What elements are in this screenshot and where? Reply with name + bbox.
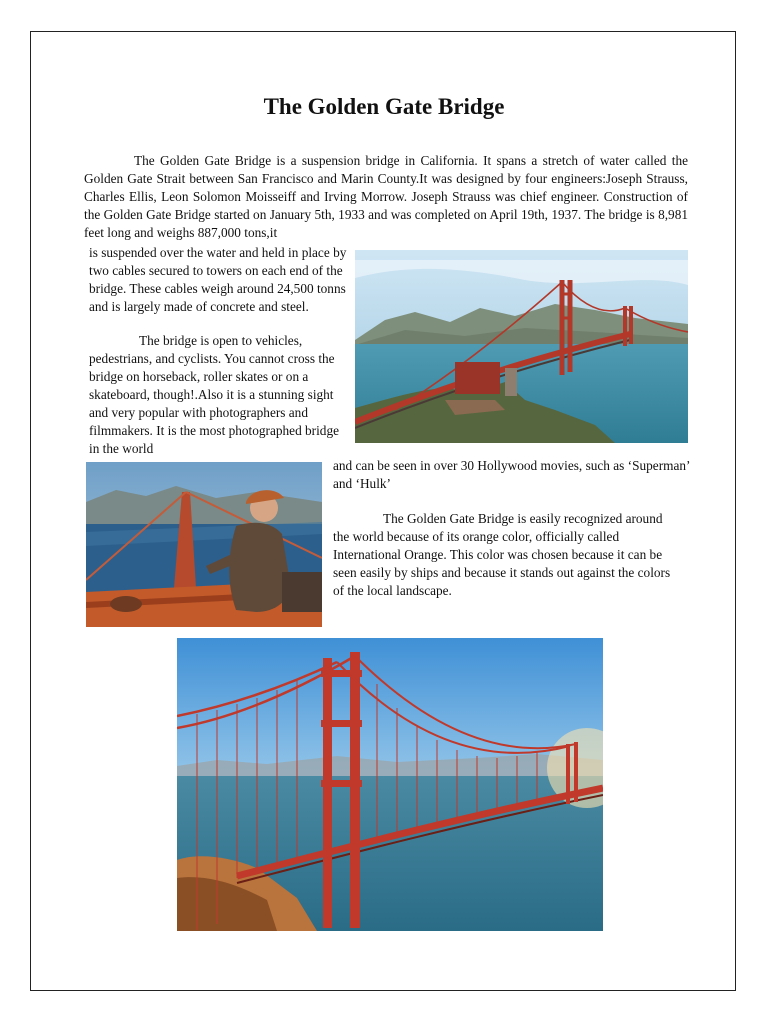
intro-paragraph-text: The Golden Gate Bridge is a suspension bridge in California. It spans a stretch of water called the Golden Gate Strait between San Francisco and Marin County.It was designed by four engineers:Joseph Strauss, Charles Ellis, Leon Solomon Moisseiff and Irving Morrow. Joseph Strauss was chief engineer. Construction of the Golden Gate Bridge started on January 5th, 1933 and was completed on April 19th, 1937. The bridge is 8,981 feet long and weighs 887,000 tons,it: [84, 153, 688, 240]
document-title: The Golden Gate Bridge: [263, 94, 505, 119]
access-paragraph: [89, 332, 347, 458]
color-paragraph: [333, 510, 673, 600]
photo-tower-painter: [86, 462, 322, 627]
access-paragraph-text: The bridge is open to vehicles, pedestrians, and cyclists. You cannot cross the bridge on horseback, roller skates or on a skateboard, though!.Also it is a stunning sight and very popular with photographers and filmmakers. It is the most photographed bridge in the world: [89, 333, 340, 456]
intro-paragraph: [84, 152, 688, 242]
photo-aerial-bridge: [355, 250, 688, 443]
photo-sunset-bridge: [177, 638, 603, 931]
color-paragraph-text: The Golden Gate Bridge is easily recognized around the world because of its orange color, officially called International Orange. This color was chosen because it can be seen easily by ships and because it stands out against the colors of the local landscape.: [333, 511, 671, 598]
movies-paragraph: and can be seen in over 30 Hollywood movies, such as ‘Superman’ and ‘Hulk’: [333, 458, 690, 491]
cables-paragraph: is suspended over the water and held in place by two cables secured to towers on each end of the bridge. These cables weigh around 24,500 tonns and is largely made of concrete and steel.: [89, 245, 347, 314]
